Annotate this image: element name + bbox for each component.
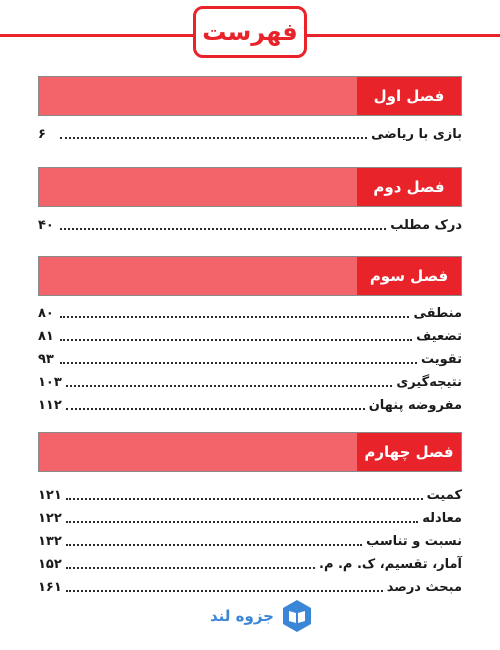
toc-entry[interactable] xyxy=(38,507,462,527)
chapter-header-4 xyxy=(38,432,462,472)
jozveh-land-logo xyxy=(210,598,314,634)
toc-entry-page: ۸۱ xyxy=(38,329,54,344)
toc-entry-page: ۴۰ xyxy=(38,218,54,233)
dot-leader xyxy=(60,339,412,341)
toc-entry-page: ۸۰ xyxy=(38,306,54,321)
toc-entry-title: مبحث درصد xyxy=(386,580,462,595)
chapter-header-2 xyxy=(38,167,462,207)
dot-leader xyxy=(66,385,393,387)
toc-entry[interactable] xyxy=(38,325,462,345)
toc-entry-page: ۱۵۲ xyxy=(38,557,62,572)
toc-entry-title: آمار، تقسیم، ک. م. م. xyxy=(319,557,462,572)
toc-entry-page: ۱۰۳ xyxy=(38,375,62,390)
dot-leader xyxy=(66,544,362,546)
toc-entry-page: ۹۳ xyxy=(38,352,54,367)
page-title-text: فهرست xyxy=(202,18,298,46)
dot-leader xyxy=(66,567,315,569)
toc-entry[interactable] xyxy=(38,214,462,234)
chapter-label: فصل اول xyxy=(357,77,461,115)
toc-entry[interactable] xyxy=(38,553,462,573)
toc-entry[interactable] xyxy=(38,484,462,504)
toc-entry-title: کمیت xyxy=(426,488,462,503)
toc-entry-page: ۱۶۱ xyxy=(38,580,62,595)
toc-entry-title: بازی با ریاضی xyxy=(371,127,462,142)
toc-entry-title: تضعیف xyxy=(416,329,462,344)
logo-text: جزوه لند xyxy=(210,607,274,625)
toc-entry[interactable] xyxy=(38,371,462,391)
dot-leader xyxy=(66,521,418,523)
toc-entry-page: ۶ xyxy=(38,127,46,142)
toc-entry-title: مفروضه پنهان xyxy=(368,398,462,413)
dot-leader xyxy=(60,137,367,139)
chapter-label: فصل سوم xyxy=(357,257,461,295)
toc-entry-title: نسبت و تناسب xyxy=(366,534,462,549)
dot-leader xyxy=(60,228,386,230)
page-title xyxy=(193,6,307,58)
chapter-label: فصل دوم xyxy=(357,168,461,206)
toc-entry-title: منطقی xyxy=(413,306,462,321)
dot-leader xyxy=(66,590,383,592)
toc-entry[interactable] xyxy=(38,530,462,550)
toc-entry-page: ۱۳۲ xyxy=(38,534,62,549)
dot-leader xyxy=(66,408,365,410)
toc-entry[interactable] xyxy=(38,394,462,414)
chapter-label: فصل چهارم xyxy=(357,433,461,471)
book-icon xyxy=(280,599,314,633)
toc-entry-title: معادله xyxy=(422,511,462,526)
toc-entry[interactable] xyxy=(38,348,462,368)
toc-entry[interactable] xyxy=(38,123,462,143)
dot-leader xyxy=(60,316,409,318)
toc-entry-page: ۱۲۲ xyxy=(38,511,62,526)
toc-entry[interactable] xyxy=(38,302,462,322)
toc-entry-page: ۱۲۱ xyxy=(38,488,62,503)
toc-entry-title: نتیجه‌گیری xyxy=(396,375,462,390)
chapter-header-3 xyxy=(38,256,462,296)
toc-entry-title: درک مطلب xyxy=(390,218,462,233)
chapter-header-1 xyxy=(38,76,462,116)
toc-entry-page: ۱۱۲ xyxy=(38,398,62,413)
toc-entry-title: تقویت xyxy=(420,352,462,367)
dot-leader xyxy=(66,498,423,500)
dot-leader xyxy=(60,362,417,364)
toc-entry[interactable] xyxy=(38,576,462,596)
